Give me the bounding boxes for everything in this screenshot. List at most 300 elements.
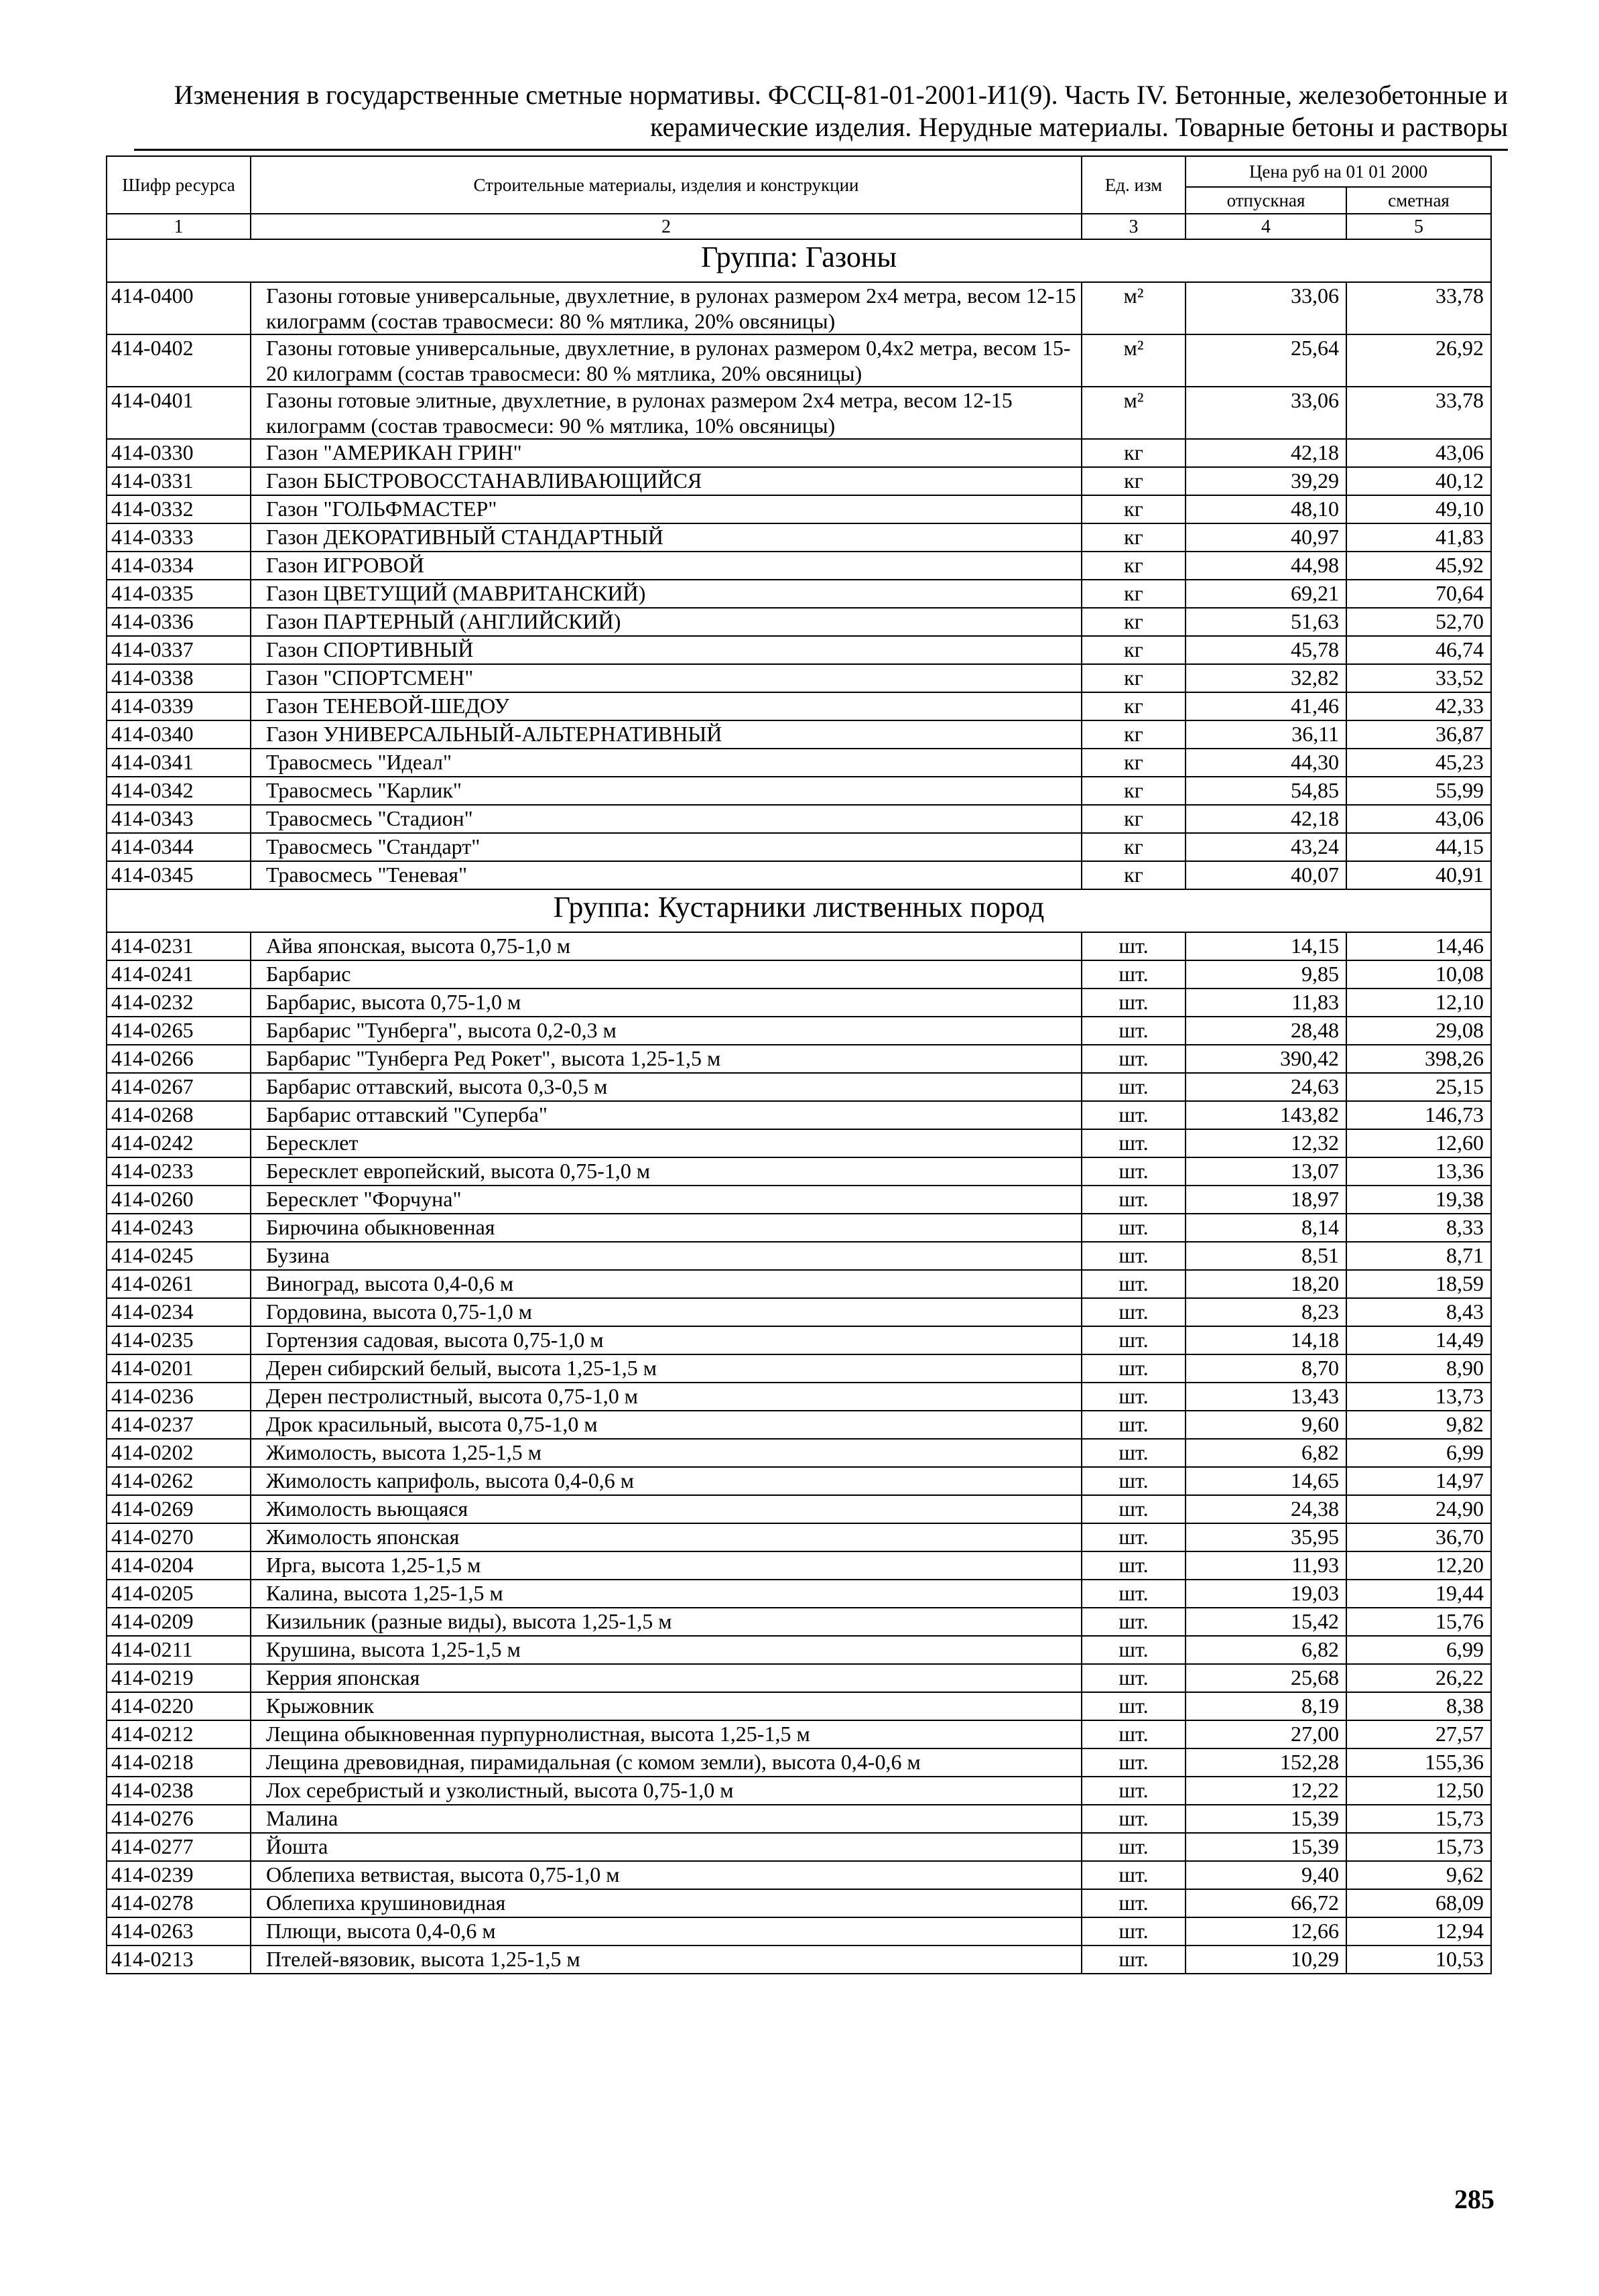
- table-row: [107, 1889, 1491, 1917]
- estimate-price: 15,73: [1346, 1833, 1491, 1861]
- release-price: 51,63: [1186, 608, 1346, 636]
- release-price: 8,23: [1186, 1298, 1346, 1326]
- resource-code: 414-0268: [107, 1101, 251, 1129]
- release-price: 152,28: [1186, 1748, 1346, 1777]
- material-name: Лещина древовидная, пирамидальная (с комом земли), высота 0,4-0,6 м: [251, 1748, 1082, 1777]
- unit-of-measure: шт.: [1082, 1045, 1186, 1073]
- release-price: 9,60: [1186, 1411, 1346, 1439]
- table-row: [107, 1101, 1491, 1129]
- release-price: 18,97: [1186, 1186, 1346, 1214]
- unit-of-measure: кг: [1082, 608, 1186, 636]
- unit-of-measure: шт.: [1082, 1073, 1186, 1101]
- table-row: [107, 1242, 1491, 1270]
- release-price: 15,42: [1186, 1608, 1346, 1636]
- estimate-price: 12,50: [1346, 1777, 1491, 1805]
- table-row: [107, 692, 1491, 720]
- resource-code: 414-0211: [107, 1636, 251, 1664]
- material-name: Барбарис оттавский, высота 0,3-0,5 м: [251, 1073, 1082, 1101]
- estimate-price: 6,99: [1346, 1439, 1491, 1467]
- material-name: Бирючина обыкновенная: [251, 1214, 1082, 1242]
- table-row: [107, 334, 1491, 387]
- unit-of-measure: кг: [1082, 580, 1186, 608]
- material-name: Дерен пестролистный, высота 0,75-1,0 м: [251, 1383, 1082, 1411]
- material-name: Птелей-вязовик, высота 1,25-1,5 м: [251, 1946, 1082, 1974]
- unit-of-measure: шт.: [1082, 1186, 1186, 1214]
- unit-of-measure: шт.: [1082, 1946, 1186, 1974]
- resource-code: 414-0341: [107, 749, 251, 777]
- table-row: [107, 580, 1491, 608]
- material-name: Газон ДЕКОРАТИВНЫЙ СТАНДАРТНЫЙ: [251, 523, 1082, 552]
- table-row: [107, 805, 1491, 833]
- resource-code: 414-0218: [107, 1748, 251, 1777]
- release-price: 18,20: [1186, 1270, 1346, 1298]
- release-price: 19,03: [1186, 1580, 1346, 1608]
- estimate-price: 55,99: [1346, 777, 1491, 805]
- resource-code: 414-0342: [107, 777, 251, 805]
- release-price: 45,78: [1186, 636, 1346, 664]
- resource-code: 414-0401: [107, 387, 251, 439]
- estimate-price: 26,22: [1346, 1664, 1491, 1692]
- unit-of-measure: кг: [1082, 692, 1186, 720]
- resource-code: 414-0276: [107, 1805, 251, 1833]
- material-name: Бересклет: [251, 1129, 1082, 1157]
- material-name: Крушина, высота 1,25-1,5 м: [251, 1636, 1082, 1664]
- table-row: [107, 1129, 1491, 1157]
- unit-of-measure: шт.: [1082, 1214, 1186, 1242]
- column-number: 4: [1186, 214, 1346, 239]
- unit-of-measure: шт.: [1082, 1777, 1186, 1805]
- header-unit: Ед. изм: [1082, 156, 1186, 214]
- resource-code: 414-0345: [107, 861, 251, 889]
- release-price: 69,21: [1186, 580, 1346, 608]
- resource-code: 414-0213: [107, 1946, 251, 1974]
- estimate-price: 33,52: [1346, 664, 1491, 692]
- resource-code: 414-0209: [107, 1608, 251, 1636]
- material-name: Малина: [251, 1805, 1082, 1833]
- unit-of-measure: шт.: [1082, 1383, 1186, 1411]
- table-row: [107, 1636, 1491, 1664]
- resource-code: 414-0212: [107, 1720, 251, 1748]
- table-row: [107, 608, 1491, 636]
- material-name: Травосмесь "Стадион": [251, 805, 1082, 833]
- resource-code: 414-0234: [107, 1298, 251, 1326]
- unit-of-measure: шт.: [1082, 1664, 1186, 1692]
- estimate-price: 29,08: [1346, 1017, 1491, 1045]
- unit-of-measure: шт.: [1082, 1720, 1186, 1748]
- unit-of-measure: кг: [1082, 720, 1186, 749]
- material-name: Крыжовник: [251, 1692, 1082, 1720]
- release-price: 13,43: [1186, 1383, 1346, 1411]
- resource-code: 414-0330: [107, 439, 251, 467]
- header-name: Строительные материалы, изделия и конструкции: [251, 156, 1082, 214]
- estimate-price: 155,36: [1346, 1748, 1491, 1777]
- release-price: 9,40: [1186, 1861, 1346, 1889]
- unit-of-measure: шт.: [1082, 1017, 1186, 1045]
- table-row: [107, 1270, 1491, 1298]
- resource-code: 414-0202: [107, 1439, 251, 1467]
- unit-of-measure: шт.: [1082, 1805, 1186, 1833]
- unit-of-measure: шт.: [1082, 1833, 1186, 1861]
- estimate-price: 14,46: [1346, 932, 1491, 960]
- unit-of-measure: шт.: [1082, 1608, 1186, 1636]
- release-price: 6,82: [1186, 1636, 1346, 1664]
- unit-of-measure: шт.: [1082, 1354, 1186, 1383]
- material-name: Барбарис "Тунберга", высота 0,2-0,3 м: [251, 1017, 1082, 1045]
- unit-of-measure: кг: [1082, 805, 1186, 833]
- unit-of-measure: шт.: [1082, 1889, 1186, 1917]
- material-name: Барбарис "Тунберга Ред Рокет", высота 1,25-1,5 м: [251, 1045, 1082, 1073]
- material-name: Лох серебристый и узколистный, высота 0,75-1,0 м: [251, 1777, 1082, 1805]
- release-price: 10,29: [1186, 1946, 1346, 1974]
- table-row: [107, 960, 1491, 988]
- estimate-price: 8,43: [1346, 1298, 1491, 1326]
- estimate-price: 15,76: [1346, 1608, 1491, 1636]
- table-row: [107, 1580, 1491, 1608]
- estimate-price: 12,60: [1346, 1129, 1491, 1157]
- resource-code: 414-0236: [107, 1383, 251, 1411]
- header-release-price: отпускная: [1186, 187, 1346, 214]
- estimate-price: 18,59: [1346, 1270, 1491, 1298]
- resource-code: 414-0220: [107, 1692, 251, 1720]
- table-row: [107, 1777, 1491, 1805]
- resource-code: 414-0336: [107, 608, 251, 636]
- table-header: [107, 156, 1491, 239]
- material-name: Дерен сибирский белый, высота 1,25-1,5 м: [251, 1354, 1082, 1383]
- header-code: Шифр ресурса: [107, 156, 251, 214]
- material-name: Газоны готовые универсальные, двухлетние, в рулонах размером 0,4х2 метра, весом 15-20 килограмм (состав травосмеси: 80 % мятлика, 20% овсяницы): [251, 334, 1082, 387]
- header-line-1: Изменения в государственные сметные нормативы. ФССЦ-81-01-2001-И1(9). Часть IV. Бетонные, железобетонные и: [174, 80, 1508, 110]
- table-row: [107, 282, 1491, 334]
- page-header: [134, 79, 1508, 143]
- estimate-price: 8,33: [1346, 1214, 1491, 1242]
- table-row: [107, 720, 1491, 749]
- unit-of-measure: шт.: [1082, 932, 1186, 960]
- resource-code: 414-0400: [107, 282, 251, 334]
- estimate-price: 13,73: [1346, 1383, 1491, 1411]
- resource-code: 414-0338: [107, 664, 251, 692]
- column-number: 3: [1082, 214, 1186, 239]
- estimate-price: 46,74: [1346, 636, 1491, 664]
- unit-of-measure: шт.: [1082, 1298, 1186, 1326]
- resource-code: 414-0238: [107, 1777, 251, 1805]
- release-price: 15,39: [1186, 1833, 1346, 1861]
- estimate-price: 44,15: [1346, 833, 1491, 861]
- release-price: 27,00: [1186, 1720, 1346, 1748]
- resource-code: 414-0337: [107, 636, 251, 664]
- estimate-price: 8,38: [1346, 1692, 1491, 1720]
- estimate-price: 45,23: [1346, 749, 1491, 777]
- unit-of-measure: кг: [1082, 664, 1186, 692]
- material-name: Гордовина, высота 0,75-1,0 м: [251, 1298, 1082, 1326]
- unit-of-measure: шт.: [1082, 1692, 1186, 1720]
- table-row: [107, 1298, 1491, 1326]
- material-name: Лещина обыкновенная пурпурнолистная, высота 1,25-1,5 м: [251, 1720, 1082, 1748]
- page-number: 285: [1454, 2184, 1494, 2214]
- group-title: Группа: Кустарники лиственных пород: [107, 889, 1491, 932]
- release-price: 24,63: [1186, 1073, 1346, 1101]
- estimate-price: 13,36: [1346, 1157, 1491, 1186]
- release-price: 24,38: [1186, 1495, 1346, 1523]
- material-name: Дрок красильный, высота 0,75-1,0 м: [251, 1411, 1082, 1439]
- material-name: Газон БЫСТРОВОССТАНАВЛИВАЮЩИЙСЯ: [251, 467, 1082, 495]
- material-name: Барбарис, высота 0,75-1,0 м: [251, 988, 1082, 1017]
- resource-code: 414-0402: [107, 334, 251, 387]
- material-name: Жимолость вьющаяся: [251, 1495, 1082, 1523]
- release-price: 14,15: [1186, 932, 1346, 960]
- table-row: [107, 664, 1491, 692]
- resource-code: 414-0239: [107, 1861, 251, 1889]
- resource-code: 414-0241: [107, 960, 251, 988]
- material-name: Травосмесь "Идеал": [251, 749, 1082, 777]
- unit-of-measure: кг: [1082, 749, 1186, 777]
- release-price: 25,64: [1186, 334, 1346, 387]
- resource-code: 414-0261: [107, 1270, 251, 1298]
- release-price: 12,32: [1186, 1129, 1346, 1157]
- material-name: Бересклет "Форчуна": [251, 1186, 1082, 1214]
- material-name: Газон ЦВЕТУЩИЙ (МАВРИТАНСКИЙ): [251, 580, 1082, 608]
- group-title: Группа: Газоны: [107, 239, 1491, 282]
- material-name: Бузина: [251, 1242, 1082, 1270]
- resource-code: 414-0232: [107, 988, 251, 1017]
- resource-code: 414-0278: [107, 1889, 251, 1917]
- material-name: Айва японская, высота 0,75-1,0 м: [251, 932, 1082, 960]
- table-row: [107, 1551, 1491, 1580]
- estimate-price: 14,97: [1346, 1467, 1491, 1495]
- estimate-price: 14,49: [1346, 1326, 1491, 1354]
- material-name: Газон УНИВЕРСАЛЬНЫЙ-АЛЬТЕРНАТИВНЫЙ: [251, 720, 1082, 749]
- unit-of-measure: шт.: [1082, 1411, 1186, 1439]
- release-price: 8,14: [1186, 1214, 1346, 1242]
- group-row: [107, 239, 1491, 282]
- release-price: 9,85: [1186, 960, 1346, 988]
- table-row: [107, 1833, 1491, 1861]
- estimate-price: 24,90: [1346, 1495, 1491, 1523]
- estimate-price: 27,57: [1346, 1720, 1491, 1748]
- unit-of-measure: кг: [1082, 552, 1186, 580]
- estimate-price: 19,38: [1346, 1186, 1491, 1214]
- release-price: 8,70: [1186, 1354, 1346, 1383]
- estimate-price: 398,26: [1346, 1045, 1491, 1073]
- unit-of-measure: шт.: [1082, 1326, 1186, 1354]
- material-name: Газон ПАРТЕРНЫЙ (АНГЛИЙСКИЙ): [251, 608, 1082, 636]
- material-name: Облепиха ветвистая, высота 0,75-1,0 м: [251, 1861, 1082, 1889]
- table-row: [107, 1383, 1491, 1411]
- unit-of-measure: шт.: [1082, 1242, 1186, 1270]
- table-row: [107, 1411, 1491, 1439]
- unit-of-measure: шт.: [1082, 1580, 1186, 1608]
- material-name: Газон "АМЕРИКАН ГРИН": [251, 439, 1082, 467]
- estimate-price: 12,94: [1346, 1917, 1491, 1946]
- table-row: [107, 1045, 1491, 1073]
- release-price: 6,82: [1186, 1439, 1346, 1467]
- release-price: 48,10: [1186, 495, 1346, 523]
- estimate-price: 43,06: [1346, 439, 1491, 467]
- release-price: 14,18: [1186, 1326, 1346, 1354]
- table-row: [107, 1805, 1491, 1833]
- unit-of-measure: кг: [1082, 495, 1186, 523]
- table-row: [107, 1917, 1491, 1946]
- table-row: [107, 523, 1491, 552]
- release-price: 143,82: [1186, 1101, 1346, 1129]
- estimate-price: 6,99: [1346, 1636, 1491, 1664]
- resource-code: 414-0333: [107, 523, 251, 552]
- estimate-price: 36,87: [1346, 720, 1491, 749]
- table-row: [107, 387, 1491, 439]
- estimate-price: 40,91: [1346, 861, 1491, 889]
- unit-of-measure: шт.: [1082, 1523, 1186, 1551]
- table-row: [107, 1720, 1491, 1748]
- release-price: 33,06: [1186, 387, 1346, 439]
- estimate-price: 43,06: [1346, 805, 1491, 833]
- resource-code: 414-0237: [107, 1411, 251, 1439]
- resource-code: 414-0331: [107, 467, 251, 495]
- table-row: [107, 1608, 1491, 1636]
- estimate-price: 10,08: [1346, 960, 1491, 988]
- material-name: Ирга, высота 1,25-1,5 м: [251, 1551, 1082, 1580]
- release-price: 44,30: [1186, 749, 1346, 777]
- header-rule: [134, 149, 1508, 151]
- unit-of-measure: шт.: [1082, 1495, 1186, 1523]
- table-row: [107, 1692, 1491, 1720]
- estimate-price: 19,44: [1346, 1580, 1491, 1608]
- resource-code: 414-0262: [107, 1467, 251, 1495]
- material-name: Плющи, высота 0,4-0,6 м: [251, 1917, 1082, 1946]
- estimate-price: 12,10: [1346, 988, 1491, 1017]
- material-name: Кизильник (разные виды), высота 1,25-1,5 м: [251, 1608, 1082, 1636]
- resource-code: 414-0242: [107, 1129, 251, 1157]
- estimate-price: 8,90: [1346, 1354, 1491, 1383]
- table-row: [107, 636, 1491, 664]
- unit-of-measure: шт.: [1082, 960, 1186, 988]
- material-name: Газон "СПОРТСМЕН": [251, 664, 1082, 692]
- resource-code: 414-0335: [107, 580, 251, 608]
- material-name: Травосмесь "Карлик": [251, 777, 1082, 805]
- unit-of-measure: шт.: [1082, 1551, 1186, 1580]
- release-price: 40,97: [1186, 523, 1346, 552]
- unit-of-measure: кг: [1082, 861, 1186, 889]
- estimate-price: 40,12: [1346, 467, 1491, 495]
- table-row: [107, 1946, 1491, 1974]
- table-row: [107, 1495, 1491, 1523]
- table-row: [107, 833, 1491, 861]
- release-price: 35,95: [1186, 1523, 1346, 1551]
- material-name: Жимолость каприфоль, высота 0,4-0,6 м: [251, 1467, 1082, 1495]
- unit-of-measure: шт.: [1082, 1101, 1186, 1129]
- unit-of-measure: шт.: [1082, 1270, 1186, 1298]
- material-name: Облепиха крушиновидная: [251, 1889, 1082, 1917]
- estimate-price: 68,09: [1346, 1889, 1491, 1917]
- material-name: Жимолость, высота 1,25-1,5 м: [251, 1439, 1082, 1467]
- resource-code: 414-0332: [107, 495, 251, 523]
- table-row: [107, 495, 1491, 523]
- resource-code: 414-0231: [107, 932, 251, 960]
- material-name: Травосмесь "Стандарт": [251, 833, 1082, 861]
- material-name: Йошта: [251, 1833, 1082, 1861]
- unit-of-measure: шт.: [1082, 1861, 1186, 1889]
- header-line-2: керамические изделия. Нерудные материалы. Товарные бетоны и растворы: [650, 112, 1508, 142]
- release-price: 8,51: [1186, 1242, 1346, 1270]
- unit-of-measure: кг: [1082, 523, 1186, 552]
- table-row: [107, 1523, 1491, 1551]
- material-name: Жимолость японская: [251, 1523, 1082, 1551]
- resource-code: 414-0270: [107, 1523, 251, 1551]
- unit-of-measure: шт.: [1082, 1157, 1186, 1186]
- release-price: 66,72: [1186, 1889, 1346, 1917]
- resource-code: 414-0205: [107, 1580, 251, 1608]
- price-table: [106, 155, 1492, 1974]
- material-name: Виноград, высота 0,4-0,6 м: [251, 1270, 1082, 1298]
- unit-of-measure: м²: [1082, 282, 1186, 334]
- table-row: [107, 1748, 1491, 1777]
- material-name: Калина, высота 1,25-1,5 м: [251, 1580, 1082, 1608]
- material-name: Газоны готовые универсальные, двухлетние, в рулонах размером 2х4 метра, весом 12-15 килограмм (состав травосмеси: 80 % мятлика, 20% овсяницы): [251, 282, 1082, 334]
- release-price: 11,83: [1186, 988, 1346, 1017]
- table-row: [107, 1214, 1491, 1242]
- estimate-price: 146,73: [1346, 1101, 1491, 1129]
- estimate-price: 33,78: [1346, 282, 1491, 334]
- estimate-price: 25,15: [1346, 1073, 1491, 1101]
- release-price: 36,11: [1186, 720, 1346, 749]
- unit-of-measure: шт.: [1082, 1439, 1186, 1467]
- estimate-price: 15,73: [1346, 1805, 1491, 1833]
- material-name: Газон ИГРОВОЙ: [251, 552, 1082, 580]
- table-row: [107, 1439, 1491, 1467]
- release-price: 39,29: [1186, 467, 1346, 495]
- resource-code: 414-0260: [107, 1186, 251, 1214]
- release-price: 28,48: [1186, 1017, 1346, 1045]
- unit-of-measure: шт.: [1082, 1917, 1186, 1946]
- release-price: 13,07: [1186, 1157, 1346, 1186]
- material-name: Газон СПОРТИВНЫЙ: [251, 636, 1082, 664]
- release-price: 12,66: [1186, 1917, 1346, 1946]
- estimate-price: 10,53: [1346, 1946, 1491, 1974]
- estimate-price: 52,70: [1346, 608, 1491, 636]
- unit-of-measure: м²: [1082, 387, 1186, 439]
- release-price: 44,98: [1186, 552, 1346, 580]
- resource-code: 414-0243: [107, 1214, 251, 1242]
- group-row: [107, 889, 1491, 932]
- table-row: [107, 932, 1491, 960]
- release-price: 12,22: [1186, 1777, 1346, 1805]
- release-price: 54,85: [1186, 777, 1346, 805]
- table-row: [107, 988, 1491, 1017]
- table-row: [107, 749, 1491, 777]
- release-price: 42,18: [1186, 805, 1346, 833]
- release-price: 43,24: [1186, 833, 1346, 861]
- header-estimate-price: сметная: [1346, 187, 1491, 214]
- table-row: [107, 1326, 1491, 1354]
- release-price: 42,18: [1186, 439, 1346, 467]
- unit-of-measure: кг: [1082, 833, 1186, 861]
- resource-code: 414-0344: [107, 833, 251, 861]
- resource-code: 414-0277: [107, 1833, 251, 1861]
- resource-code: 414-0334: [107, 552, 251, 580]
- material-name: Травосмесь "Теневая": [251, 861, 1082, 889]
- table-row: [107, 1354, 1491, 1383]
- resource-code: 414-0245: [107, 1242, 251, 1270]
- table-row: [107, 467, 1491, 495]
- unit-of-measure: м²: [1082, 334, 1186, 387]
- estimate-price: 33,78: [1346, 387, 1491, 439]
- material-name: Газон "ГОЛЬФМАСТЕР": [251, 495, 1082, 523]
- table-row: [107, 1186, 1491, 1214]
- table-row: [107, 1467, 1491, 1495]
- release-price: 25,68: [1186, 1664, 1346, 1692]
- unit-of-measure: шт.: [1082, 1636, 1186, 1664]
- material-name: Газоны готовые элитные, двухлетние, в рулонах размером 2х4 метра, весом 12-15 килограмм (состав травосмеси: 90 % мятлика, 10% овсяницы): [251, 387, 1082, 439]
- estimate-price: 8,71: [1346, 1242, 1491, 1270]
- resource-code: 414-0204: [107, 1551, 251, 1580]
